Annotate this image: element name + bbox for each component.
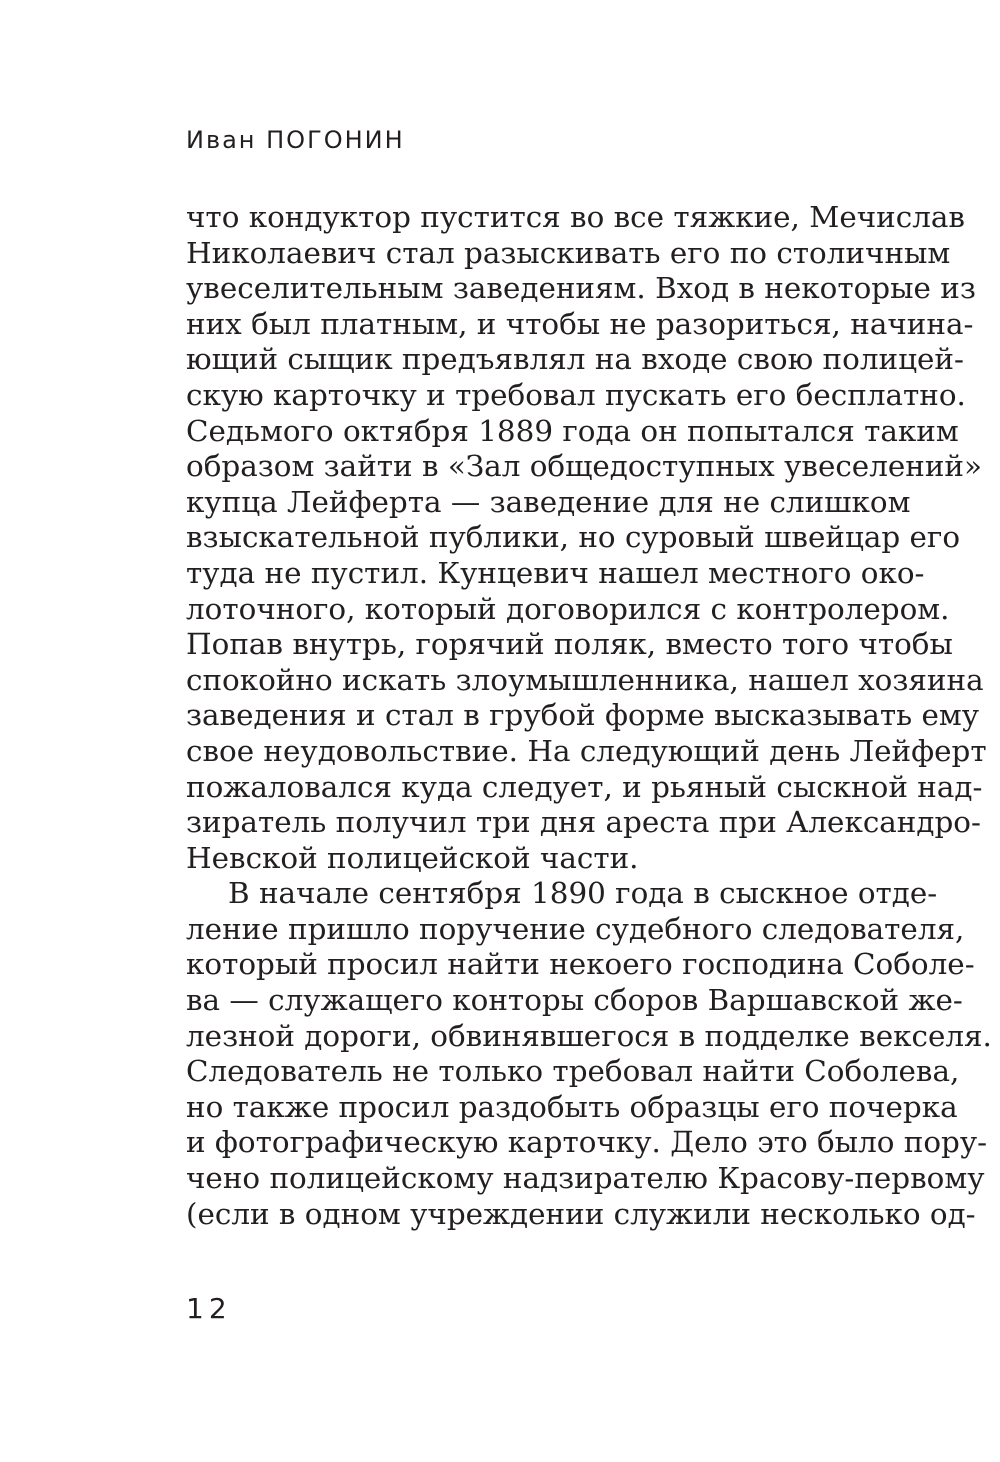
text-line: но также просил раздобыть образцы его почерка (186, 1089, 958, 1124)
text-line: лезной дороги, обвинявшегося в подделке векселя. (186, 1018, 992, 1053)
text-line: ющий сыщик предъявлял на входе свою полицей- (186, 342, 964, 377)
text-line: ление пришло поручение судебного следователя, (186, 911, 965, 946)
text-line: увеселительным заведениям. Вход в некоторые из (186, 271, 976, 306)
text-line: Седьмого октября 1889 года он попытался таким (186, 413, 959, 448)
page-number: 12 (186, 1292, 232, 1325)
body-text (186, 200, 992, 1232)
text-line: что кондуктор пустится во все тяжкие, Мечислав (186, 200, 965, 234)
text-line: зиратель получил три дня ареста при Александро- (186, 805, 981, 840)
text-line: пожаловался куда следует, и рьяный сыскной над- (186, 769, 983, 804)
text-line: них был платным, и чтобы не разориться, начина- (186, 306, 974, 341)
text-line: (если в одном учреждении служили несколько од- (186, 1196, 976, 1231)
text-line: В начале сентября 1890 года в сыскное отде- (228, 876, 938, 911)
text-line: свое неудовольствие. На следующий день Лейферт (186, 733, 987, 768)
running-head: Иван ПОГОНИН (186, 126, 405, 154)
text-line: заведения и стал в грубой форме высказывать ему (186, 698, 979, 733)
text-line: чено полицейскому надзирателю Красову-первому (186, 1161, 985, 1196)
text-line: который просил найти некоего господина Соболе- (186, 947, 975, 982)
text-line: Попав внутрь, горячий поляк, вместо того чтобы (186, 627, 953, 662)
text-line: и фотографическую карточку. Дело это было пору- (186, 1125, 988, 1160)
text-line: Николаевич стал разыскивать его по столичным (186, 235, 951, 270)
paragraph-1 (186, 200, 987, 876)
text-line: скую карточку и требовал пускать его бесплатно. (186, 377, 966, 412)
text-line: туда не пустил. Кунцевич нашел местного око- (186, 555, 925, 590)
text-line: лоточного, который договорился с контролером. (186, 591, 950, 626)
paragraph-2 (186, 876, 992, 1232)
text-line: Следователь не только требовал найти Соболева, (186, 1054, 960, 1089)
text-line: взыскательной публики, но суровый швейцар его (186, 520, 961, 555)
text-line: купца Лейферта — заведение для не слишком (186, 484, 911, 519)
text-line: ва — служащего конторы сборов Варшавской же- (186, 983, 963, 1018)
text-line: образом зайти в «Зал общедоступных увеселений» (186, 449, 983, 484)
text-line: Невской полицейской части. (186, 840, 639, 875)
text-line: спокойно искать злоумышленника, нашел хозяина (186, 662, 984, 697)
